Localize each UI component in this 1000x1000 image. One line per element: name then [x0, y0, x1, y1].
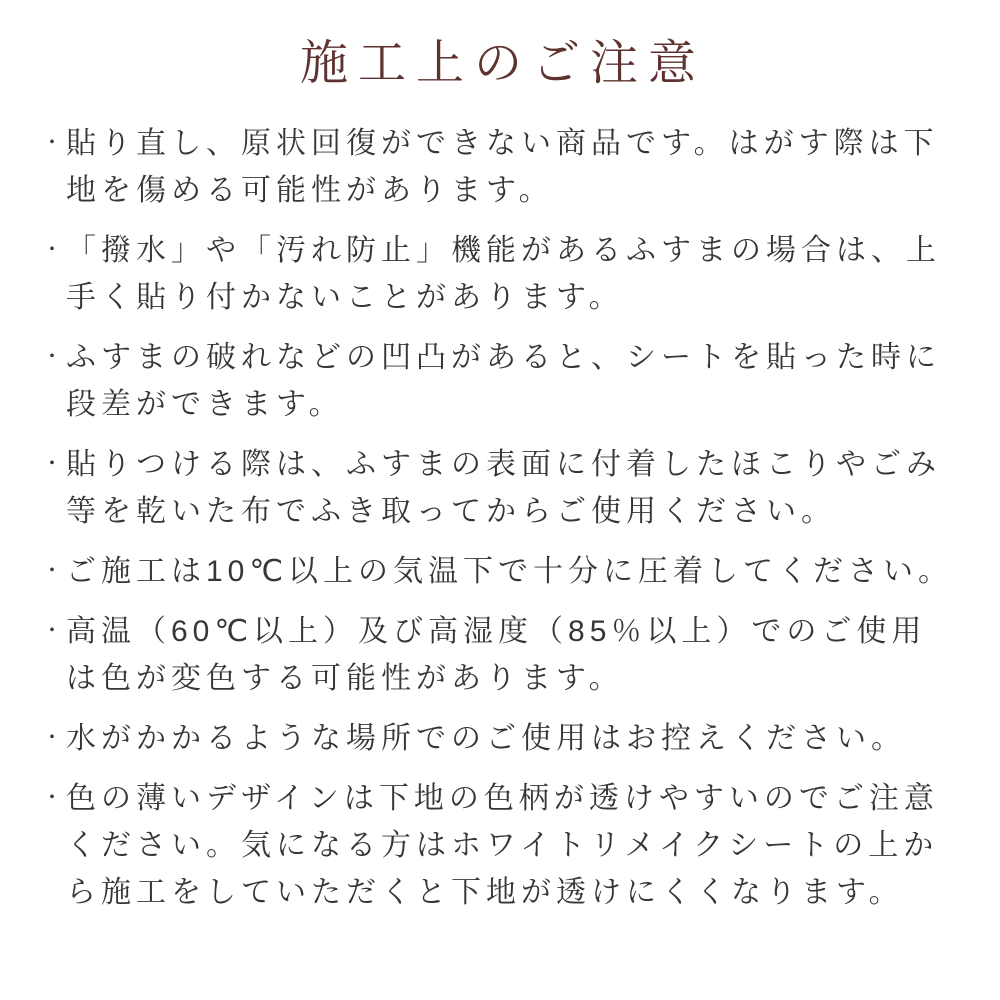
bullet-icon: ・	[42, 727, 67, 749]
note-item	[42, 608, 954, 702]
bullet-icon: ・	[42, 453, 67, 475]
note-item	[42, 715, 954, 762]
note-text: 貼りつける際は、ふすまの表面に付着したほこりやごみ等を乾いた布でふき取ってからご使用ください。	[66, 448, 941, 528]
note-text: 「撥水」や「汚れ防止」機能があるふすまの場合は、上手く貼り付かないことがあります。	[66, 234, 941, 314]
note-item	[42, 775, 954, 916]
bullet-icon: ・	[42, 239, 67, 261]
bullet-icon: ・	[42, 560, 67, 582]
note-item	[42, 227, 954, 321]
note-text: 高温（60℃以上）及び高湿度（85％以上）でのご使用は色が変色する可能性があります。	[66, 615, 927, 695]
bullet-icon: ・	[42, 346, 67, 368]
note-text: 貼り直し、原状回復ができない商品です。はがす際は下地を傷める可能性があります。	[66, 127, 939, 207]
bullet-icon: ・	[42, 132, 67, 154]
note-text: ふすまの破れなどの凹凸があると、シートを貼った時に段差ができます。	[66, 341, 941, 421]
note-text: 水がかかるような場所でのご使用はお控えください。	[66, 722, 906, 755]
bullet-icon: ・	[42, 620, 67, 642]
note-item	[42, 334, 954, 428]
note-item	[42, 548, 954, 595]
note-item	[42, 120, 954, 214]
notes-list	[42, 120, 954, 916]
notice-title: 施工上のご注意	[299, 37, 706, 90]
bullet-icon: ・	[42, 787, 67, 809]
note-text: 色の薄いデザインは下地の色柄が透けやすいのでご注意ください。気になる方はホワイトリメイクシートの上から施工をしていただくと下地が透けにくくなります。	[66, 782, 939, 909]
note-text: ご施工は10℃以上の気温下で十分に圧着してください。	[66, 555, 954, 588]
note-item	[42, 441, 954, 535]
